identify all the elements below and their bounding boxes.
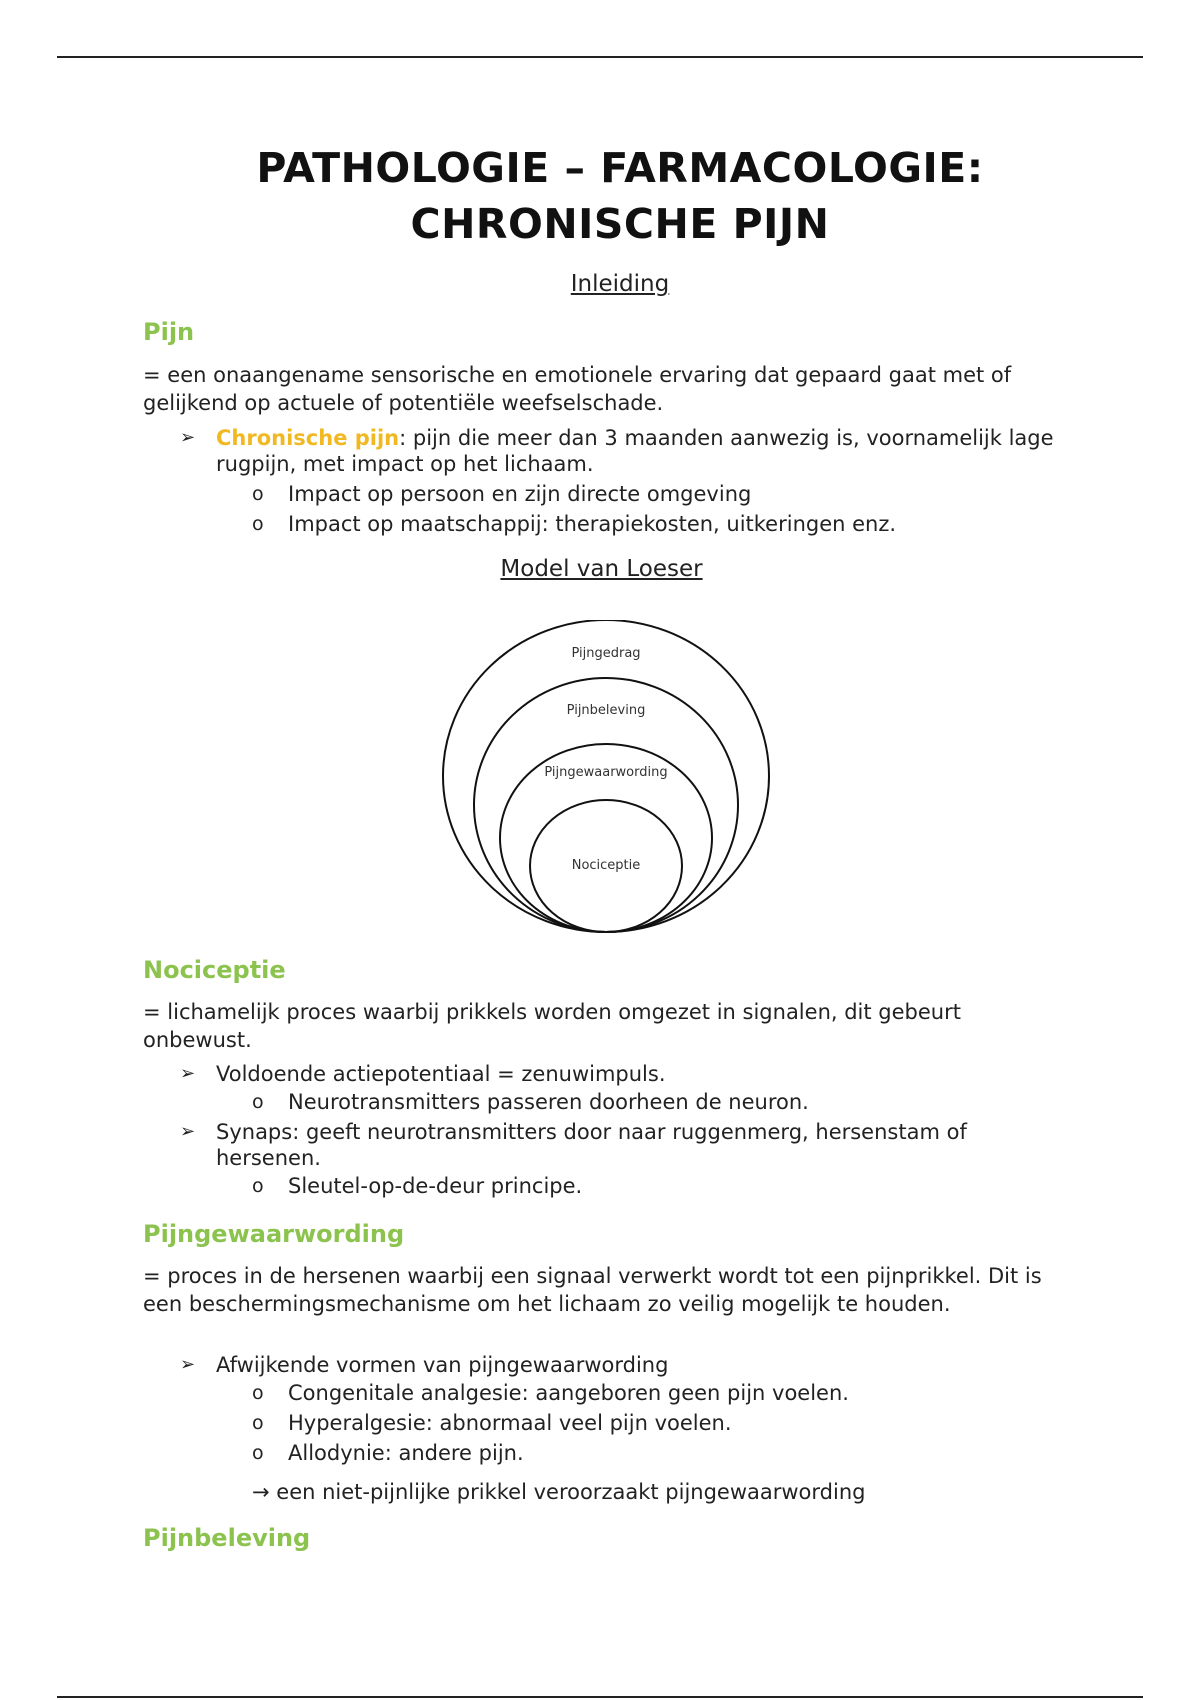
top-rule (57, 56, 1143, 58)
sub-bullet-icon: o (252, 483, 264, 505)
sub-item: o Impact op persoon en zijn directe omgeving (252, 482, 752, 506)
sub-bullet-icon: o (252, 513, 264, 535)
heading-nociceptie: Nociceptie (143, 956, 286, 984)
heading-pijngewaarwording: Pijngewaarwording (143, 1220, 405, 1248)
label-nociceptie: Nociceptie (571, 858, 641, 873)
sub-bullet-icon: o (252, 1382, 264, 1404)
arrow-note: → een niet-pijnlijke prikkel veroorzaakt pijngewaarwording (252, 1480, 866, 1504)
bottom-rule (57, 1696, 1143, 1698)
bullet-arrow-icon: ➢ (180, 1354, 196, 1375)
bullet-afwijkende-vormen: ➢ Afwijkende vormen van pijngewaarwording (180, 1353, 669, 1377)
label-pijngedrag: Pijngedrag (571, 646, 641, 661)
loeser-model-diagram (438, 620, 774, 936)
label-pijngewaarwording: Pijngewaarwording (544, 765, 668, 780)
sub-bullet-icon: o (252, 1442, 264, 1464)
bullet-arrow-icon: ➢ (180, 1121, 196, 1142)
page-title (0, 140, 1200, 252)
title-line-1: PATHOLOGIE – FARMACOLOGIE: (256, 144, 984, 192)
bullet-synaps: ➢ Synaps: geeft neurotransmitters door naar ruggenmerg, hersenstam of hersenen. (180, 1120, 967, 1170)
sub-item: o Congenitale analgesie: aangeboren geen pijn voelen. (252, 1381, 849, 1405)
pijn-definition: = een onaangename sensorische en emotionele ervaring dat gepaard gaat met of gelijkend op actuele of potentiële weefselschade. (143, 363, 1012, 415)
bullet-arrow-icon: ➢ (180, 1063, 196, 1084)
nociceptie-definition: = lichamelijk proces waarbij prikkels worden omgezet in signalen, dit gebeurt onbewust. (143, 1000, 961, 1052)
bullet-arrow-icon: ➢ (180, 427, 196, 448)
sub-item: o Impact op maatschappij: therapiekosten, uitkeringen enz. (252, 512, 897, 536)
bullet-actiepotentiaal: ➢ Voldoende actiepotentiaal = zenuwimpuls. (180, 1062, 666, 1086)
section-intro-heading: Inleiding (570, 271, 670, 297)
highlight-chronische-pijn: Chronische pijn (216, 426, 400, 450)
title-line-2: CHRONISCHE PIJN (410, 200, 830, 248)
sub-bullet-icon: o (252, 1412, 264, 1434)
label-pijnbeleving: Pijnbeleving (566, 703, 646, 718)
chronische-pijn-text: : pijn die meer dan 3 maanden aanwezig is, voornamelijk lage rugpijn, met impact op het lichaam. (216, 426, 1054, 476)
sub-item: o Hyperalgesie: abnormaal veel pijn voelen. (252, 1411, 732, 1435)
pijngewaarwording-definition: = proces in de hersenen waarbij een signaal verwerkt wordt tot een pijnprikkel. Dit is een beschermingsmechanisme om het lichaam zo veilig mogelijk te houden. (143, 1264, 1042, 1316)
sub-bullet-icon: o (252, 1175, 264, 1197)
sub-item: o Allodynie: andere pijn. (252, 1441, 524, 1465)
model-heading: Model van Loeser (500, 556, 703, 582)
sub-bullet-icon: o (252, 1091, 264, 1113)
sub-item: o Neurotransmitters passeren doorheen de neuron. (252, 1090, 809, 1114)
sub-item: o Sleutel-op-de-deur principe. (252, 1174, 583, 1198)
heading-pijnbeleving: Pijnbeleving (143, 1524, 311, 1552)
bullet-chronische-pijn (180, 425, 1060, 477)
heading-pijn: Pijn (143, 318, 195, 346)
